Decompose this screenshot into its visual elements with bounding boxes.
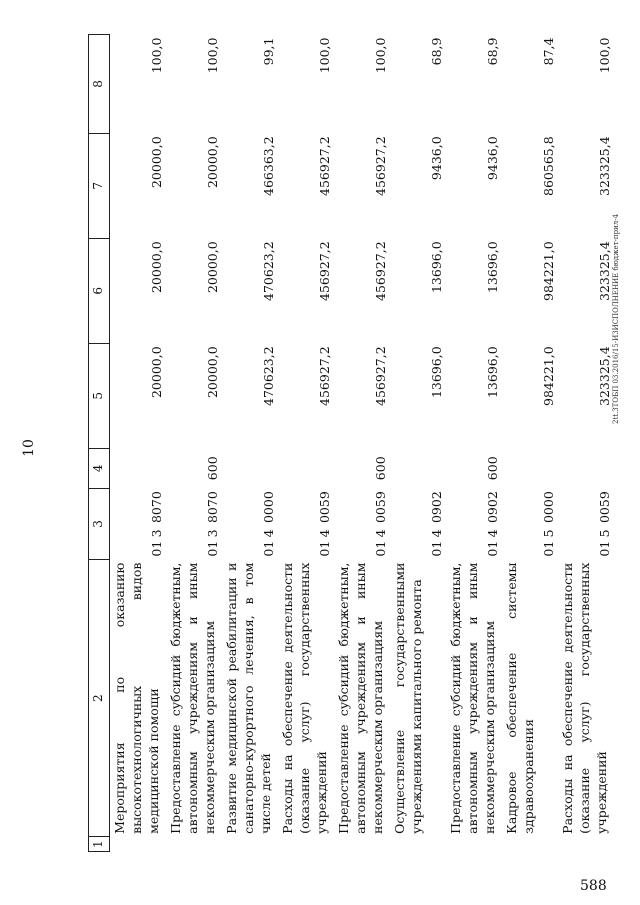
row-name: Мероприятия по оказанию высокотехнологичных видов медицинской помощи bbox=[112, 562, 161, 834]
header-col-8: 8 bbox=[89, 35, 110, 134]
value-8: 68,9 bbox=[429, 37, 444, 66]
value-6: 20000,0 bbox=[205, 241, 220, 294]
code-b: 3 bbox=[205, 529, 220, 538]
code-a: 01 bbox=[261, 540, 276, 557]
value-7: 456927,2 bbox=[317, 136, 332, 196]
code-c: 0059 bbox=[317, 491, 332, 524]
value-5: 456927,2 bbox=[373, 346, 388, 406]
value-8: 68,9 bbox=[485, 37, 500, 66]
code-c: 0902 bbox=[485, 491, 500, 524]
row-name: Предоставление субсидий бюджетным, автономным учреждениям и иным некоммерческим организациям bbox=[336, 562, 385, 834]
code-a: 01 bbox=[205, 540, 220, 557]
row-name: Предоставление субсидий бюджетным, автономным учреждениям и иным некоммерческим организациям bbox=[448, 562, 497, 834]
value-5: 456927,2 bbox=[317, 346, 332, 406]
value-7: 466363,2 bbox=[261, 136, 276, 196]
code-c: 0000 bbox=[261, 491, 276, 524]
table-row bbox=[222, 35, 278, 852]
code-b: 4 bbox=[485, 529, 500, 538]
value-5: 20000,0 bbox=[149, 346, 164, 399]
code-a: 01 bbox=[485, 540, 500, 557]
header-col-3: 3 bbox=[89, 488, 110, 559]
code-b: 4 bbox=[317, 529, 332, 538]
value-8: 87,4 bbox=[541, 37, 556, 66]
code-b: 4 bbox=[261, 529, 276, 538]
table-row bbox=[390, 35, 446, 852]
footer-text: 2tt.ЗТОБП 03.2016/15-ИЗИСПОЛНЕНИЕ бюджет-прил-4 bbox=[612, 213, 620, 424]
code-d bbox=[110, 448, 167, 488]
code-b: 4 bbox=[429, 529, 444, 538]
value-8: 100,0 bbox=[317, 37, 332, 74]
value-6: 20000,0 bbox=[149, 241, 164, 294]
row-name: Развитие медицинской реабилитации и санаторно-курортного лечения, в том числе детей bbox=[224, 562, 273, 834]
budget-table-wrapper bbox=[88, 34, 612, 852]
table-row bbox=[166, 35, 222, 852]
value-6: 456927,2 bbox=[317, 241, 332, 301]
value-6: 470623,2 bbox=[261, 241, 276, 301]
code-d bbox=[502, 448, 558, 488]
value-7: 456927,2 bbox=[373, 136, 388, 196]
value-8: 100,0 bbox=[149, 37, 164, 74]
code-a: 01 bbox=[597, 540, 612, 557]
value-5: 984221,0 bbox=[541, 346, 556, 406]
code-d bbox=[390, 448, 446, 488]
header-col-2: 2 bbox=[89, 560, 110, 837]
value-7: 9436,0 bbox=[485, 136, 500, 181]
code-c: 8070 bbox=[205, 491, 220, 524]
row-name: Кадровое обеспечение системы здравоохранения bbox=[504, 562, 536, 834]
value-7: 860565,8 bbox=[541, 136, 556, 196]
row-name: Расходы на обеспечение деятельности (оказание услуг) государственных учреждений bbox=[560, 562, 609, 834]
value-8: 100,0 bbox=[597, 37, 612, 74]
page-number: 10 bbox=[20, 439, 37, 457]
code-a: 01 bbox=[541, 540, 556, 557]
table-row bbox=[502, 35, 558, 852]
row-name: Расходы на обеспечение деятельности (оказание услуг) государственных учреждений bbox=[280, 562, 329, 834]
value-7: 323325,4 bbox=[597, 136, 612, 196]
code-d bbox=[278, 448, 334, 488]
code-d: 600 bbox=[485, 456, 500, 481]
code-c: 0059 bbox=[597, 491, 612, 524]
row-name: Предоставление субсидий бюджетным, автономным учреждениям и иным некоммерческим организациям bbox=[168, 562, 217, 834]
value-8: 99,1 bbox=[261, 37, 276, 66]
value-8: 100,0 bbox=[373, 37, 388, 74]
code-a: 01 bbox=[429, 540, 444, 557]
code-c: 8070 bbox=[149, 491, 164, 524]
table-row bbox=[278, 35, 334, 852]
code-b: 5 bbox=[541, 529, 556, 538]
code-a: 01 bbox=[373, 540, 388, 557]
code-d: 600 bbox=[205, 456, 220, 481]
value-7: 9436,0 bbox=[429, 136, 444, 181]
code-d bbox=[558, 448, 614, 488]
value-5: 13696,0 bbox=[485, 346, 500, 399]
code-d bbox=[222, 448, 278, 488]
code-b: 4 bbox=[373, 529, 388, 538]
value-7: 20000,0 bbox=[149, 136, 164, 189]
value-8: 100,0 bbox=[205, 37, 220, 74]
value-6: 13696,0 bbox=[485, 241, 500, 294]
code-b: 5 bbox=[597, 529, 612, 538]
code-a: 01 bbox=[149, 540, 164, 557]
budget-table bbox=[88, 34, 614, 852]
header-col-6: 6 bbox=[89, 238, 110, 343]
value-5: 470623,2 bbox=[261, 346, 276, 406]
code-b: 3 bbox=[149, 529, 164, 538]
code-a: 01 bbox=[317, 540, 332, 557]
value-5: 13696,0 bbox=[429, 346, 444, 399]
header-col-5: 5 bbox=[89, 343, 110, 448]
value-6: 456927,2 bbox=[373, 241, 388, 301]
table-header-row bbox=[89, 35, 110, 852]
table-row bbox=[446, 35, 502, 852]
value-5: 20000,0 bbox=[205, 346, 220, 399]
table-row bbox=[558, 35, 614, 852]
value-7: 20000,0 bbox=[205, 136, 220, 189]
code-d: 600 bbox=[373, 456, 388, 481]
folio-number: 588 bbox=[580, 878, 607, 894]
value-6: 984221,0 bbox=[541, 241, 556, 301]
value-6: 323325,4 bbox=[597, 241, 612, 301]
value-5: 323325,4 bbox=[597, 346, 612, 406]
header-col-7: 7 bbox=[89, 133, 110, 238]
code-c: 0059 bbox=[373, 491, 388, 524]
table-row bbox=[110, 35, 167, 852]
row-name: Осуществление государственными учреждениями капитального ремонта bbox=[392, 562, 424, 834]
code-c: 0000 bbox=[541, 491, 556, 524]
table-row bbox=[334, 35, 390, 852]
header-col-4: 4 bbox=[89, 448, 110, 488]
value-6: 13696,0 bbox=[429, 241, 444, 294]
header-col-1: 1 bbox=[89, 837, 110, 852]
code-c: 0902 bbox=[429, 491, 444, 524]
